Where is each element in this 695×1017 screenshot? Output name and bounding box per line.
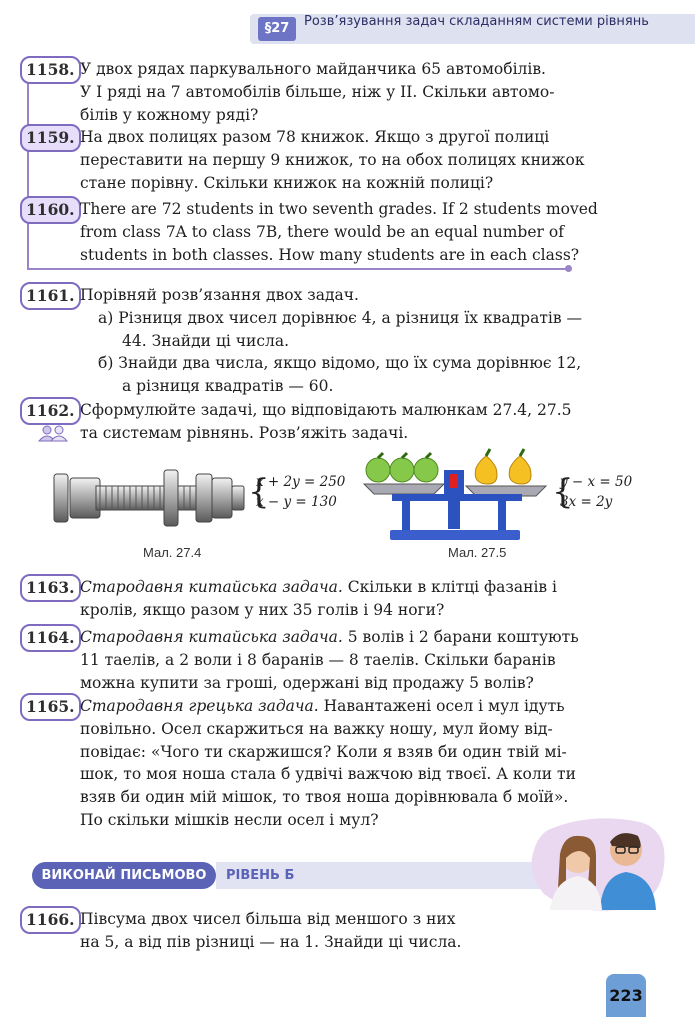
text-line: Порівняй розв’язання двох задач. bbox=[80, 286, 359, 304]
text-line: взяв би один мій мішок, то твоя ноша дорівнювала б моїй». bbox=[80, 788, 569, 807]
text-line: на 5, а від пів різниці — на 1. Знайди ці числа. bbox=[80, 932, 462, 951]
problem-text bbox=[80, 626, 632, 694]
equation: x − y = 130 bbox=[256, 494, 337, 510]
text-line: На двох полицях разом 78 книжок. Якщо з другої полиці bbox=[80, 128, 550, 146]
text-line: переставити на першу 9 книжок, то на обох полицях книжок bbox=[80, 150, 585, 169]
subtask-b: б) Знайди два числа, якщо відомо, що їх сума дорівнює 12, bbox=[98, 354, 582, 373]
text-span: 5 волів і 2 барани коштують bbox=[342, 628, 579, 646]
text-line: білів у кожному ряді? bbox=[80, 105, 259, 124]
equation-system-2 bbox=[552, 472, 633, 512]
equation: y − x = 50 bbox=[560, 474, 633, 490]
section-number: §27 bbox=[258, 17, 296, 41]
connector-line-2 bbox=[27, 268, 567, 270]
text-line: У І ряді на 7 автомобілів більше, ніж у ІІ. Скільки автомо- bbox=[80, 82, 555, 101]
connector-line-1 bbox=[27, 70, 29, 269]
barbell-illustration bbox=[50, 464, 250, 530]
section-header bbox=[250, 14, 695, 44]
text-line: повідає: «Чого ти скаржишся? Коли я взяв би один твій мі- bbox=[80, 742, 567, 761]
problem-text bbox=[80, 58, 632, 126]
problem-title: Стародавня китайська задача. bbox=[80, 628, 343, 646]
text-line: There are 72 students in two seventh grades. If 2 students moved bbox=[80, 200, 598, 218]
problem-text bbox=[80, 198, 632, 266]
problem-number: 1160. bbox=[20, 196, 81, 224]
problem-number: 1162. bbox=[20, 397, 81, 425]
subtask-a-cont: 44. Знайди ці числа. bbox=[122, 331, 290, 350]
group-work-icon bbox=[36, 424, 70, 442]
text-line: можна купити за гроші, одержані від продажу 5 волів? bbox=[80, 673, 534, 692]
text-span: Скільки в клітці фазанів і bbox=[342, 578, 558, 596]
brace-icon: { bbox=[552, 472, 574, 512]
text-line: Півсума двох чисел більша від меншого з них bbox=[80, 910, 456, 928]
problem-number: 1165. bbox=[20, 693, 81, 721]
text-line: 11 таелів, а 2 воли і 8 баранів — 8 таелів. Скільки баранів bbox=[80, 650, 556, 669]
text-span: Навантажені осел і мул ідуть bbox=[318, 697, 565, 715]
equation: x + 2y = 250 bbox=[256, 474, 346, 490]
page-number: 223 bbox=[606, 974, 646, 1017]
problem-title: Стародавня грецька задача. bbox=[80, 697, 319, 715]
text-line: from class 7A to class 7B, there would be an equal number of bbox=[80, 222, 564, 241]
text-line: У двох рядах паркувального майданчика 65 автомобілів. bbox=[80, 60, 546, 78]
equation: 3x = 2y bbox=[560, 494, 613, 510]
scales-illustration bbox=[362, 446, 552, 542]
text-line: По скільки мішків несли осел і мул? bbox=[80, 810, 379, 829]
problem-number: 1166. bbox=[20, 906, 81, 934]
problem-text bbox=[80, 399, 632, 445]
text-line bbox=[80, 695, 632, 718]
text-line: шок, то моя ноша стала б удвічі важчою від твоєї. А коли ти bbox=[80, 765, 576, 784]
problem-text bbox=[80, 284, 632, 398]
problem-text bbox=[80, 126, 632, 194]
problem-title: Стародавня китайська задача. bbox=[80, 578, 343, 596]
section-title: Розв’язування задач складанням системи рівнянь bbox=[304, 14, 649, 29]
text-line: кролів, якщо разом у них 35 голів і 94 ноги? bbox=[80, 600, 445, 619]
problem-number: 1161. bbox=[20, 282, 81, 310]
problem-number: 1158. bbox=[20, 56, 81, 84]
students-photo bbox=[530, 816, 670, 912]
level-label: РІВЕНЬ Б bbox=[216, 862, 566, 889]
figure-caption: Мал. 27.4 bbox=[143, 545, 202, 560]
brace-icon: { bbox=[248, 472, 270, 512]
problem-number: 1164. bbox=[20, 624, 81, 652]
problem-number: 1159. bbox=[20, 124, 81, 152]
text-line: Сформулюйте задачі, що відповідають малюнкам 27.4, 27.5 bbox=[80, 401, 572, 419]
problem-number: 1163. bbox=[20, 574, 81, 602]
subtask-b-cont: а різниця квадратів — 60. bbox=[122, 377, 334, 396]
figure-caption: Мал. 27.5 bbox=[448, 545, 507, 560]
equation-system-1 bbox=[248, 472, 346, 512]
text-line: повільно. Осел скаржиться на важку ношу, мул йому від- bbox=[80, 719, 553, 738]
text-line bbox=[80, 626, 632, 649]
problem-text bbox=[80, 576, 632, 622]
text-line: students in both classes. How many students are in each class? bbox=[80, 245, 580, 264]
text-line bbox=[80, 576, 632, 599]
write-task-banner: ВИКОНАЙ ПИСЬМОВО bbox=[32, 862, 216, 889]
problem-text bbox=[80, 908, 632, 954]
text-line: стане порівну. Скільки книжок на кожній полиці? bbox=[80, 173, 494, 192]
problem-text bbox=[80, 695, 632, 832]
subtask-a: а) Різниця двох чисел дорівнює 4, а різниця їх квадратів — bbox=[98, 308, 583, 327]
text-line: та системам рівнянь. Розв’яжіть задачі. bbox=[80, 423, 409, 442]
